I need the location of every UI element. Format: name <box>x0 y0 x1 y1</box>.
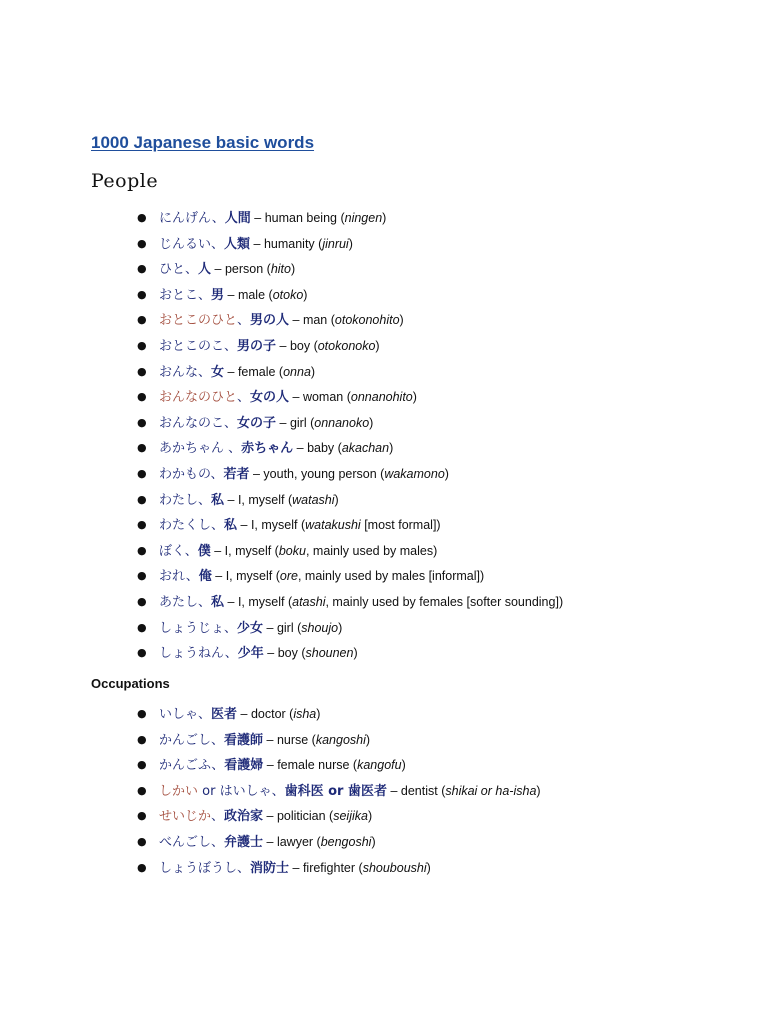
kana-reading: あたし <box>159 594 199 610</box>
romaji-reading: akachan <box>341 441 390 456</box>
romaji-reading: isha <box>293 707 317 721</box>
list-item <box>0 207 768 233</box>
english-meaning: – boy ( <box>263 646 306 661</box>
kana-reading: おんな <box>159 364 199 380</box>
kanji-word: 人類 <box>224 236 251 252</box>
romaji-reading: kangofu <box>357 758 402 773</box>
kanji-word: 女の子 <box>237 415 277 431</box>
kanji-word: 私 <box>211 594 225 610</box>
romaji-reading: ore <box>279 569 298 584</box>
bullet-icon: ● <box>137 313 147 327</box>
english-meaning: – I, myself ( <box>224 594 293 609</box>
bullet-icon: ● <box>137 364 147 378</box>
meaning-suffix: ) <box>367 809 373 824</box>
kanji-word: 人間 <box>224 211 251 226</box>
list-item <box>0 489 768 515</box>
bullet-icon: ● <box>137 518 147 532</box>
list-item <box>0 386 768 412</box>
bullet-icon: ● <box>137 569 147 583</box>
list-item <box>0 565 768 591</box>
kana-reading: しょうじょ <box>159 620 225 636</box>
list-item <box>0 284 768 310</box>
bullet-icon: ● <box>137 732 147 746</box>
bullet-icon: ● <box>137 594 147 608</box>
separator: 、 <box>224 646 238 662</box>
bullet-icon: ● <box>137 809 147 823</box>
separator: 、 <box>224 620 238 636</box>
meaning-suffix: ) <box>348 236 353 251</box>
english-meaning: – baby ( <box>293 441 342 456</box>
list-item <box>0 258 768 284</box>
romaji-reading: otokonoko <box>317 338 376 353</box>
english-meaning: – man ( <box>289 313 335 328</box>
english-meaning: – politician ( <box>263 809 334 824</box>
bullet-icon: ● <box>137 707 147 720</box>
english-meaning: – woman ( <box>289 390 351 405</box>
romaji-reading: shounen <box>305 646 354 661</box>
kanji-word: 歯科医 or 歯医者 <box>284 783 387 799</box>
list-item <box>0 754 768 780</box>
english-meaning: – I, myself ( <box>237 518 306 533</box>
meaning-suffix: ) <box>389 441 394 456</box>
english-meaning: – female ( <box>224 364 284 379</box>
meaning-suffix: ) <box>316 707 321 721</box>
bullet-icon: ● <box>137 492 147 506</box>
romaji-reading: shouboushi <box>362 860 427 875</box>
list-item <box>0 540 768 566</box>
meaning-suffix: ) <box>382 211 387 225</box>
separator: 、 <box>185 262 199 278</box>
romaji-reading: watakushi <box>305 518 361 533</box>
meaning-suffix: ) <box>365 732 371 747</box>
kana-reading: おとこ <box>159 287 199 303</box>
kanji-word: 少年 <box>237 646 264 662</box>
english-meaning: – female nurse ( <box>263 758 358 773</box>
kana-reading: じんるい <box>159 236 212 252</box>
meaning-suffix: ) <box>371 834 376 849</box>
kana-reading: しょうぼうし <box>159 860 238 876</box>
bullet-icon: ● <box>137 646 147 660</box>
kana-reading: おれ <box>159 569 186 585</box>
kanji-word: 弁護士 <box>224 834 264 850</box>
kanji-word: 若者 <box>223 466 250 482</box>
separator: 、 <box>237 860 251 876</box>
kanji-word: 赤ちゃん <box>241 441 294 457</box>
kana-reading: かんごふ <box>159 758 212 774</box>
meaning-suffix: ) <box>338 620 343 635</box>
meaning-suffix: ) <box>401 758 406 773</box>
english-meaning: – girl ( <box>276 415 315 430</box>
english-meaning: – humanity ( <box>250 236 323 251</box>
separator: 、 <box>211 809 225 825</box>
romaji-reading: jinrui <box>322 236 349 251</box>
meaning-suffix: ) <box>444 466 449 481</box>
separator: 、 <box>184 543 198 559</box>
english-meaning: – I, myself ( <box>224 492 293 507</box>
separator: 、 <box>198 287 212 303</box>
meaning-suffix: ) <box>412 390 417 405</box>
separator: 、 <box>211 732 225 748</box>
romaji-reading: bengoshi <box>320 834 372 849</box>
romaji-reading: boku <box>278 543 306 558</box>
english-meaning: – nurse ( <box>263 732 316 747</box>
romaji-reading: atashi <box>292 594 326 609</box>
bullet-icon: ● <box>137 338 147 352</box>
meaning-suffix: , mainly used by males [informal]) <box>297 569 485 584</box>
english-meaning: – dentist ( <box>387 783 446 798</box>
bullet-icon: ● <box>137 287 147 301</box>
kana-reading: わたし <box>159 492 199 508</box>
separator: 、 <box>211 758 225 774</box>
kanji-word: 少女 <box>237 620 264 636</box>
kana-reading: ぼく <box>159 543 185 559</box>
english-meaning: – I, myself ( <box>210 543 279 558</box>
english-meaning: – boy ( <box>276 338 318 353</box>
list-item <box>0 780 768 806</box>
meaning-suffix: ) <box>536 783 541 798</box>
english-meaning: – human being ( <box>250 211 345 225</box>
kanji-word: 男の子 <box>237 338 277 354</box>
english-meaning: – firefighter ( <box>289 860 363 875</box>
bullet-icon: ● <box>137 441 147 455</box>
kanji-word: 男 <box>211 287 225 303</box>
separator: 、 <box>210 466 224 482</box>
meaning-suffix: ) <box>375 338 380 353</box>
kana-reading: おんなのこ <box>159 415 225 431</box>
meaning-suffix: , mainly used by females [softer sounding]) <box>325 594 564 609</box>
meaning-suffix: ) <box>353 646 358 661</box>
meaning-suffix: ) <box>310 364 316 379</box>
separator: 、 <box>211 211 225 226</box>
list-item <box>0 335 768 361</box>
kanji-word: 僕 <box>197 543 211 559</box>
romaji-reading: onna <box>283 364 311 379</box>
list-item <box>0 514 768 540</box>
occupations-word-list <box>0 703 768 882</box>
list-item <box>0 703 768 729</box>
kana-reading: わたくし <box>159 518 212 534</box>
bullet-icon: ● <box>137 543 147 557</box>
romaji-reading: ningen <box>344 211 383 225</box>
kanji-word: 私 <box>224 518 238 534</box>
section-heading-occupations: Occupations <box>91 676 170 691</box>
bullet-icon: ● <box>137 783 147 797</box>
meaning-suffix: ) <box>303 287 308 302</box>
bullet-icon: ● <box>137 415 147 429</box>
meaning-suffix: ) <box>334 492 339 507</box>
romaji-reading: kangoshi <box>315 732 366 747</box>
bullet-icon: ● <box>137 860 147 874</box>
list-item <box>0 233 768 259</box>
romaji-reading: watashi <box>292 492 335 507</box>
people-word-list <box>0 207 768 668</box>
list-item <box>0 805 768 831</box>
list-item <box>0 309 768 335</box>
list-item <box>0 412 768 438</box>
english-meaning: – male ( <box>224 287 273 302</box>
list-item <box>0 831 768 857</box>
separator: 、 <box>224 338 238 354</box>
bullet-icon: ● <box>137 834 147 848</box>
kana-reading: べんごし <box>159 834 212 850</box>
romaji-reading: otokonohito <box>334 313 400 328</box>
list-item <box>0 617 768 643</box>
kana-reading: しょうねん <box>159 646 225 662</box>
bullet-icon: ● <box>137 466 147 480</box>
separator: 、 <box>198 707 212 722</box>
separator: 、 <box>211 518 225 534</box>
kanji-word: 人 <box>198 262 212 278</box>
kanji-word: 医者 <box>211 707 238 722</box>
kanji-word: 俺 <box>198 569 212 585</box>
separator: 、 <box>211 236 225 252</box>
bullet-icon: ● <box>137 211 147 224</box>
kanji-word: 看護婦 <box>224 758 264 774</box>
meaning-suffix: ) <box>290 262 296 277</box>
separator: 、 <box>224 415 238 431</box>
kanji-word: 女の人 <box>250 390 290 406</box>
section-heading-people: People <box>91 170 159 192</box>
list-item <box>0 642 768 668</box>
kana-reading: しかい <box>159 783 199 799</box>
english-meaning: – lawyer ( <box>263 834 321 849</box>
meaning-suffix: [most formal]) <box>360 518 441 533</box>
separator: 、 <box>211 834 225 850</box>
romaji-reading: seijika <box>333 809 368 824</box>
kanji-word: 男の人 <box>250 313 290 329</box>
english-meaning: – youth, young person ( <box>249 466 385 481</box>
list-item <box>0 437 768 463</box>
list-item <box>0 729 768 755</box>
separator: 、 <box>185 569 199 585</box>
kana-reading: おとこのこ <box>159 338 225 354</box>
kana-reading: かんごし <box>159 732 212 748</box>
kanji-word: 政治家 <box>224 809 264 825</box>
list-item <box>0 591 768 617</box>
romaji-reading: shoujo <box>301 620 339 635</box>
separator: 、 <box>198 492 212 508</box>
kana-reading: ひと <box>159 262 186 278</box>
separator: 、 <box>237 313 251 329</box>
romaji-reading: hito <box>270 262 291 277</box>
kanji-word: 私 <box>211 492 225 508</box>
list-item <box>0 857 768 883</box>
separator: 、 <box>198 364 212 380</box>
kana-reading: にんげん <box>159 211 212 226</box>
english-meaning: – doctor ( <box>237 707 294 721</box>
meaning-suffix: ) <box>426 860 431 875</box>
english-meaning: – person ( <box>211 262 271 277</box>
meaning-suffix: ) <box>399 313 404 328</box>
document-title-link[interactable]: 1000 Japanese basic words <box>91 133 315 152</box>
romaji-reading: shikai or ha-isha <box>445 783 537 798</box>
separator: 、 <box>198 594 212 610</box>
separator: 、 <box>224 441 242 457</box>
kanji-word: 女 <box>211 364 225 380</box>
kana-reading: あかちゃん <box>159 441 225 457</box>
list-item <box>0 463 768 489</box>
kanji-word: 看護師 <box>224 732 264 748</box>
english-meaning: – girl ( <box>263 620 302 635</box>
romaji-reading: wakamono <box>384 466 445 481</box>
romaji-reading: otoko <box>272 287 304 302</box>
meaning-suffix: , mainly used by males) <box>305 543 438 558</box>
kanji-word: 消防士 <box>250 860 290 876</box>
kana-reading: おんなのひと <box>159 390 238 406</box>
kana-reading: わかもの <box>159 466 211 482</box>
bullet-icon: ● <box>137 390 147 404</box>
bullet-icon: ● <box>137 758 147 772</box>
separator: or はいしゃ、 <box>198 783 285 799</box>
english-meaning: – I, myself ( <box>211 569 280 584</box>
list-item <box>0 361 768 387</box>
kana-reading: いしゃ <box>159 707 199 722</box>
separator: 、 <box>237 390 251 406</box>
kana-reading: せいじか <box>159 809 212 825</box>
bullet-icon: ● <box>137 620 147 634</box>
bullet-icon: ● <box>137 236 147 250</box>
romaji-reading: onnanohito <box>350 390 413 405</box>
kana-reading: おとこのひと <box>159 313 238 329</box>
romaji-reading: onnanoko <box>314 415 370 430</box>
bullet-icon: ● <box>137 262 147 276</box>
meaning-suffix: ) <box>369 415 374 430</box>
